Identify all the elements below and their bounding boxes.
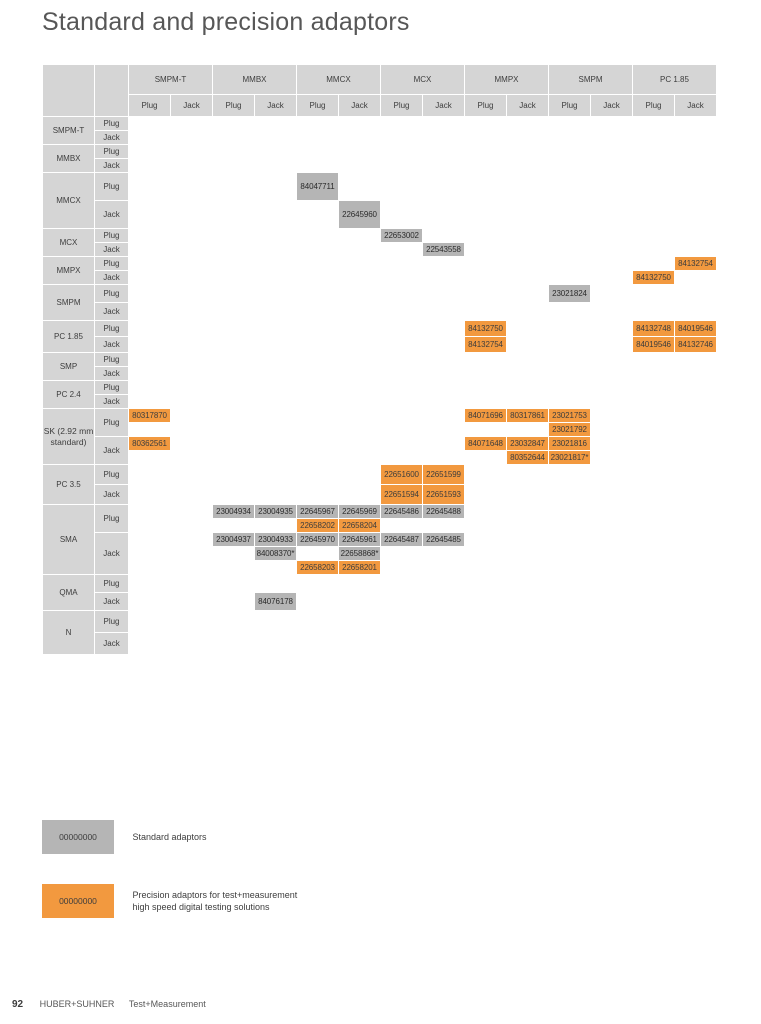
row-sub-jack: Jack (95, 201, 129, 229)
row-label-smpm-t: SMPM-T (43, 117, 95, 145)
cell-value: 22645970 (297, 533, 339, 547)
cell-value: 22658868* (339, 547, 381, 561)
corner-cell (43, 65, 95, 117)
row-sub-jack: Jack (95, 593, 129, 611)
legend-label-precision (132, 889, 297, 913)
table-row (43, 337, 717, 353)
row-label-mmbx: MMBX (43, 145, 95, 173)
row-label-pc35: PC 3.5 (43, 465, 95, 505)
cell-value: 80317861 (507, 409, 549, 423)
col-group-pc185: PC 1.85 (633, 65, 717, 95)
sub-header-plug: Plug (297, 95, 339, 117)
cell-value: 84019546 (633, 337, 675, 353)
cell-value: 80317870 (129, 409, 171, 423)
row-label-pc24: PC 2.4 (43, 381, 95, 409)
cell-value: 84132754 (675, 257, 717, 271)
table-row (43, 423, 717, 437)
table-row (43, 451, 717, 465)
row-sub-plug: Plug (95, 611, 129, 633)
row-sub-jack: Jack (95, 243, 129, 257)
cell-value: 22658202 (297, 519, 339, 533)
col-group-mmpx: MMPX (465, 65, 549, 95)
row-sub-plug: Plug (95, 409, 129, 437)
page-title: Standard and precision adaptors (42, 8, 410, 36)
col-group-smpm-t: SMPM-T (129, 65, 213, 95)
sub-header-jack: Jack (591, 95, 633, 117)
table-row (43, 229, 717, 243)
table-row (43, 395, 717, 409)
row-sub-plug: Plug (95, 257, 129, 271)
cell-value: 84132748 (633, 321, 675, 337)
cell-value: 84008370* (255, 547, 297, 561)
table-row (43, 575, 717, 593)
cell-value: 23021817* (549, 451, 591, 465)
col-group-mmcx: MMCX (297, 65, 381, 95)
legend-precision-line1: Precision adaptors for test+measurement (132, 890, 298, 900)
row-sub-jack: Jack (95, 395, 129, 409)
cell-value: 84076178 (255, 593, 297, 611)
cell-value: 22658201 (339, 561, 381, 575)
cell-value: 22658204 (339, 519, 381, 533)
cell-value: 22543558 (423, 243, 465, 257)
table-row (43, 285, 717, 303)
cell-value: 84132754 (465, 337, 507, 353)
row-sub-plug: Plug (95, 353, 129, 367)
row-sub-plug: Plug (95, 145, 129, 159)
sub-header-jack: Jack (507, 95, 549, 117)
row-sub-jack: Jack (95, 271, 129, 285)
row-label-sma: SMA (43, 505, 95, 575)
cell-value: 22651599 (423, 465, 465, 485)
cell-value: 23004935 (255, 505, 297, 519)
row-label-mcx: MCX (43, 229, 95, 257)
row-label-qma: QMA (43, 575, 95, 611)
table-row (43, 201, 717, 229)
row-sub-plug: Plug (95, 381, 129, 395)
row-sub-jack: Jack (95, 367, 129, 381)
table-row (43, 145, 717, 159)
sub-header-jack: Jack (255, 95, 297, 117)
row-label-n: N (43, 611, 95, 655)
table-row (43, 117, 717, 131)
cell-value: 23004933 (255, 533, 297, 547)
cell-value: 80362561 (129, 437, 171, 451)
table-row (43, 547, 717, 561)
sub-header-plug: Plug (129, 95, 171, 117)
table-row (43, 437, 717, 451)
cell-value: 22645488 (423, 505, 465, 519)
col-group-mcx: MCX (381, 65, 465, 95)
row-sub-plug: Plug (95, 505, 129, 533)
sub-header-jack: Jack (675, 95, 717, 117)
cell-value: 84132750 (465, 321, 507, 337)
table-row (43, 505, 717, 519)
table-row (43, 303, 717, 321)
cell-value: 22651600 (381, 465, 423, 485)
table-row (43, 159, 717, 173)
row-sub-jack: Jack (95, 533, 129, 575)
table-header-groups (43, 65, 717, 95)
table-row (43, 593, 717, 611)
table-row (43, 321, 717, 337)
corner-cell-sub (95, 65, 129, 117)
sub-header-plug: Plug (549, 95, 591, 117)
table-row (43, 561, 717, 575)
table-row (43, 611, 717, 633)
cell-value: 23021792 (549, 423, 591, 437)
table-row (43, 271, 717, 285)
sub-header-jack: Jack (171, 95, 213, 117)
legend-precision-line2: high speed digital testing solutions (132, 902, 270, 912)
cell-value: 23004937 (213, 533, 255, 547)
cell-value: 22651593 (423, 485, 465, 505)
row-label-mmcx: MMCX (43, 173, 95, 229)
table-row (43, 131, 717, 145)
cell-value: 22645967 (297, 505, 339, 519)
legend-standard (42, 820, 207, 854)
cell-value: 23004934 (213, 505, 255, 519)
table-row (43, 353, 717, 367)
cell-value: 22645487 (381, 533, 423, 547)
cell-value: 84019546 (675, 321, 717, 337)
cell-value: 22651594 (381, 485, 423, 505)
legend-swatch-standard: 00000000 (42, 820, 114, 854)
sub-header-jack: Jack (339, 95, 381, 117)
legend-swatch-precision: 00000000 (42, 884, 114, 918)
table-row (43, 633, 717, 655)
row-sub-plug: Plug (95, 575, 129, 593)
footer-brand: HUBER+SUHNER (39, 999, 115, 1009)
table-row (43, 257, 717, 271)
sub-header-plug: Plug (465, 95, 507, 117)
col-group-smpm: SMPM (549, 65, 633, 95)
cell-value: 84071696 (465, 409, 507, 423)
adaptor-matrix-table (42, 64, 717, 655)
col-group-mmbx: MMBX (213, 65, 297, 95)
cell-value: 84132746 (675, 337, 717, 353)
table-row (43, 519, 717, 533)
page-footer (12, 999, 206, 1010)
table-row (43, 367, 717, 381)
row-sub-plug: Plug (95, 117, 129, 131)
cell-value: 23021816 (549, 437, 591, 451)
row-sub-plug: Plug (95, 285, 129, 303)
sub-header-plug: Plug (213, 95, 255, 117)
cell-value: 22645960 (339, 201, 381, 229)
table-row (43, 533, 717, 547)
cell-value: 84047711 (297, 173, 339, 201)
table-row (43, 173, 717, 201)
cell-value: 80352644 (507, 451, 549, 465)
cell-value: 22653002 (381, 229, 423, 243)
row-label-pc185: PC 1.85 (43, 321, 95, 353)
table-row (43, 381, 717, 395)
legend-label-standard: Standard adaptors (132, 832, 207, 842)
row-sub-jack: Jack (95, 633, 129, 655)
legend-precision (42, 884, 297, 918)
table-row (43, 243, 717, 257)
footer-section: Test+Measurement (128, 999, 206, 1009)
row-label-smp: SMP (43, 353, 95, 381)
table-row (43, 485, 717, 505)
row-sub-jack: Jack (95, 131, 129, 145)
row-sub-jack: Jack (95, 337, 129, 353)
row-sub-jack: Jack (95, 303, 129, 321)
row-sub-jack: Jack (95, 485, 129, 505)
cell-value: 22645969 (339, 505, 381, 519)
cell-value: 84132750 (633, 271, 675, 285)
row-sub-plug: Plug (95, 465, 129, 485)
sub-header-plug: Plug (633, 95, 675, 117)
cell-value: 23021824 (549, 285, 591, 303)
table-header-subs (43, 95, 717, 117)
cell-value: 22645961 (339, 533, 381, 547)
row-label-smpm: SMPM (43, 285, 95, 321)
table-row (43, 409, 717, 423)
sub-header-jack: Jack (423, 95, 465, 117)
cell-value: 84071648 (465, 437, 507, 451)
cell-value: 22658203 (297, 561, 339, 575)
row-sub-jack: Jack (95, 437, 129, 465)
page-number: 92 (12, 999, 24, 1010)
cell-value: 23021753 (549, 409, 591, 423)
row-sub-jack: Jack (95, 159, 129, 173)
cell-value: 23032847 (507, 437, 549, 451)
row-label-sk: SK (2.92 mm standard) (43, 409, 95, 465)
row-sub-plug: Plug (95, 229, 129, 243)
row-sub-plug: Plug (95, 173, 129, 201)
row-sub-plug: Plug (95, 321, 129, 337)
cell-value: 22645486 (381, 505, 423, 519)
cell-value: 22645485 (423, 533, 465, 547)
row-label-mmpx: MMPX (43, 257, 95, 285)
sub-header-plug: Plug (381, 95, 423, 117)
table-row (43, 465, 717, 485)
